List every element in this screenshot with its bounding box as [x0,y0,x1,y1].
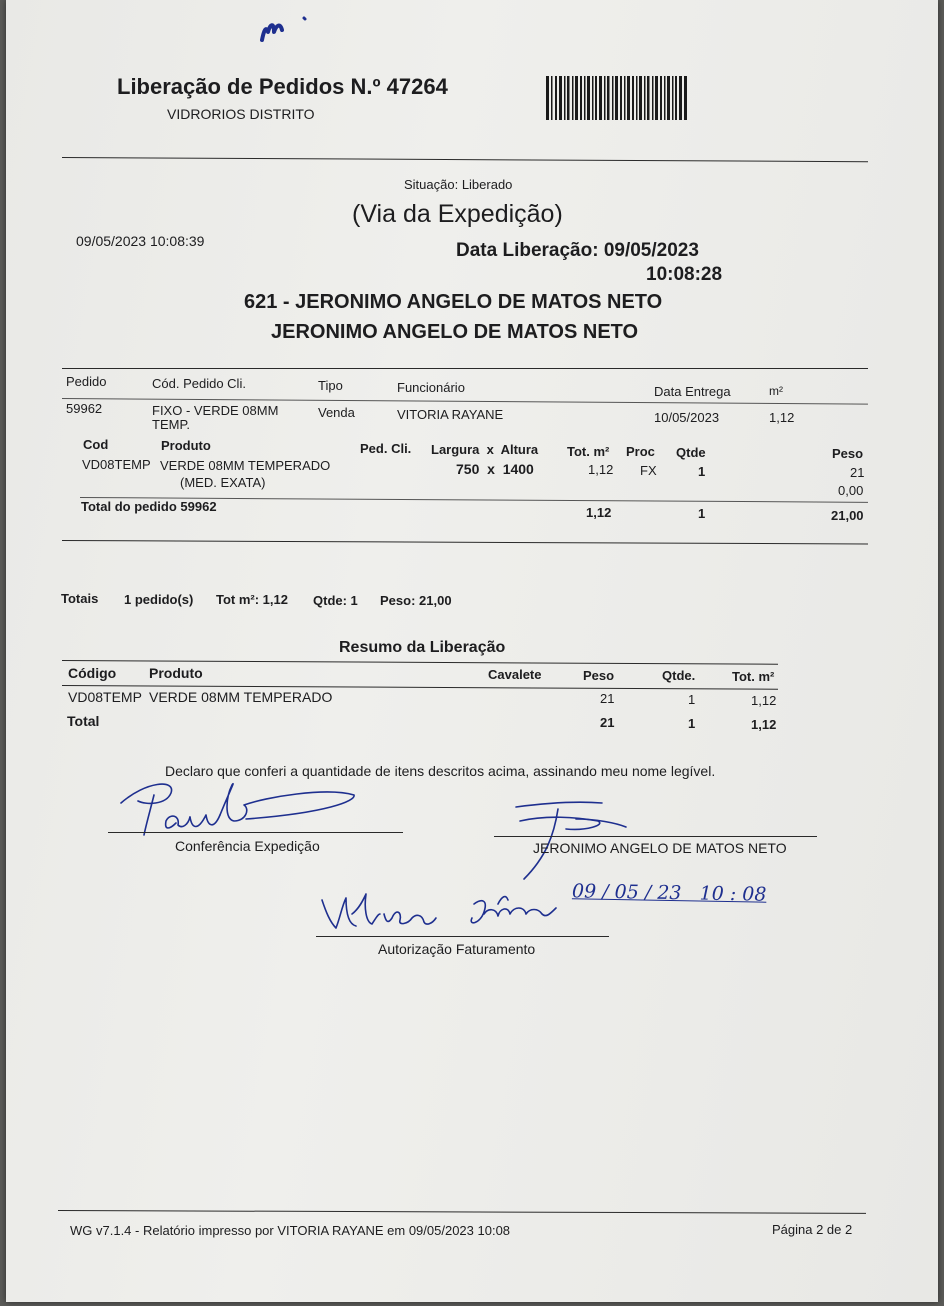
data-liberacao-time: 10:08:28 [646,264,723,285]
col-cod-pedido-cli: Cód. Pedido Cli. [152,376,246,391]
item-col-tot-m2: Tot. m² [567,444,610,459]
item-produto-extra: (MED. EXATA) [180,475,266,490]
totals-m2: Tot m²: 1,12 [216,592,288,607]
col-pedido: Pedido [66,374,107,389]
order-total-peso: 21,00 [831,508,864,523]
autorizacao-label: Autorização Faturamento [378,941,536,957]
item-col-peso: Peso [832,446,864,461]
col-data-entrega: Data Entrega [654,384,731,399]
item-col-largura-altura: Largura x Altura [431,442,539,457]
conferencia-line [108,832,403,833]
handwritten-date: 09 / 05 / 23 10 : 08 [571,880,767,906]
cliente-label: JERONIMO ANGELO DE MATOS NETO [533,840,787,856]
order-table-top-rule [62,368,868,369]
resumo-col-peso: Peso [583,668,615,683]
cliente-line [494,836,817,837]
col-tipo: Tipo [318,378,343,393]
col-funcionario: Funcionário [397,380,465,395]
order-pedido: 59962 [66,401,103,416]
item-peso-2: 0,00 [838,483,864,498]
autorizacao-line [316,936,609,937]
footer-rule [58,1210,866,1214]
resumo-col-produto: Produto [149,665,203,681]
resumo-tot-m2: 1,12 [751,693,777,708]
resumo-peso: 21 [600,691,615,706]
item-col-cod: Cod [83,437,109,452]
resumo-col-tot-m2: Tot. m² [732,669,775,684]
totals-label: Totais [61,591,99,606]
item-col-proc: Proc [626,444,655,459]
col-m2: m² [769,384,783,398]
order-m2: 1,12 [769,410,795,425]
item-col-produto: Produto [161,438,211,453]
resumo-total-label: Total [67,713,100,729]
item-cod: VD08TEMP [82,457,151,472]
resumo-col-qtde: Qtde. [662,668,696,683]
order-total-m2: 1,12 [586,505,612,520]
item-dims: 750 x 1400 [456,461,534,477]
document-title: Liberação de Pedidos N.º 47264 [117,74,448,99]
order-tipo: Venda [318,405,355,420]
resumo-qtde: 1 [688,692,696,707]
totals-peso: Peso: 21,00 [380,593,452,608]
barcode [546,76,688,120]
print-datetime: 09/05/2023 10:08:39 [76,233,205,249]
item-proc: FX [640,463,657,478]
situacao-text: Situação: Liberado [404,177,513,192]
resumo-total-qtde: 1 [688,716,696,731]
signature-autorizacao [312,878,562,938]
footer-page-number: Página 2 de 2 [772,1222,853,1237]
document-page [6,0,938,1302]
resumo-codigo: VD08TEMP [68,689,142,705]
resumo-total-peso: 21 [600,715,615,730]
order-total-qtde: 1 [698,506,706,521]
client-name-line2: JERONIMO ANGELO DE MATOS NETO [271,321,639,343]
resumo-col-cavalete: Cavalete [488,667,542,682]
conferencia-label: Conferência Expedição [175,838,320,854]
order-table-bottom-rule [62,540,868,545]
declaration-text: Declaro que conferi a quantidade de itens descritos acima, assinando meu nome legível. [165,763,716,779]
item-col-qtde: Qtde [676,445,706,460]
totals-qtde: Qtde: 1 [313,593,358,608]
resumo-title: Resumo da Liberação [339,639,506,656]
resumo-produto: VERDE 08MM TEMPERADO [149,689,333,705]
order-data-entrega: 10/05/2023 [654,410,720,425]
item-tot-m2: 1,12 [588,462,614,477]
resumo-total-tot-m2: 1,12 [751,717,777,732]
order-total-label: Total do pedido 59962 [81,499,217,514]
via-label: (Via da Expedição) [352,200,563,228]
footer-print-info: WG v7.1.4 - Relatório impresso por VITORIA RAYANE em 09/05/2023 10:08 [70,1223,511,1238]
item-col-ped-cli: Ped. Cli. [360,441,412,456]
company-name: VIDRORIOS DISTRITO [167,106,315,122]
handwritten-mark [256,10,316,50]
item-qtde: 1 [698,464,706,479]
resumo-col-codigo: Código [68,665,117,681]
totals-pedidos: 1 pedido(s) [124,592,194,607]
item-peso: 21 [850,465,865,480]
order-cod-line1: FIXO - VERDE 08MM [152,403,279,418]
signature-conferencia [116,775,366,845]
header-divider [62,157,868,162]
item-produto: VERDE 08MM TEMPERADO [160,458,331,473]
order-funcionario: VITORIA RAYANE [397,407,504,422]
data-liberacao: Data Liberação: 09/05/2023 [456,240,699,261]
order-cod-line2: TEMP. [152,417,191,432]
client-name-line1: 621 - JERONIMO ANGELO DE MATOS NETO [244,291,663,313]
